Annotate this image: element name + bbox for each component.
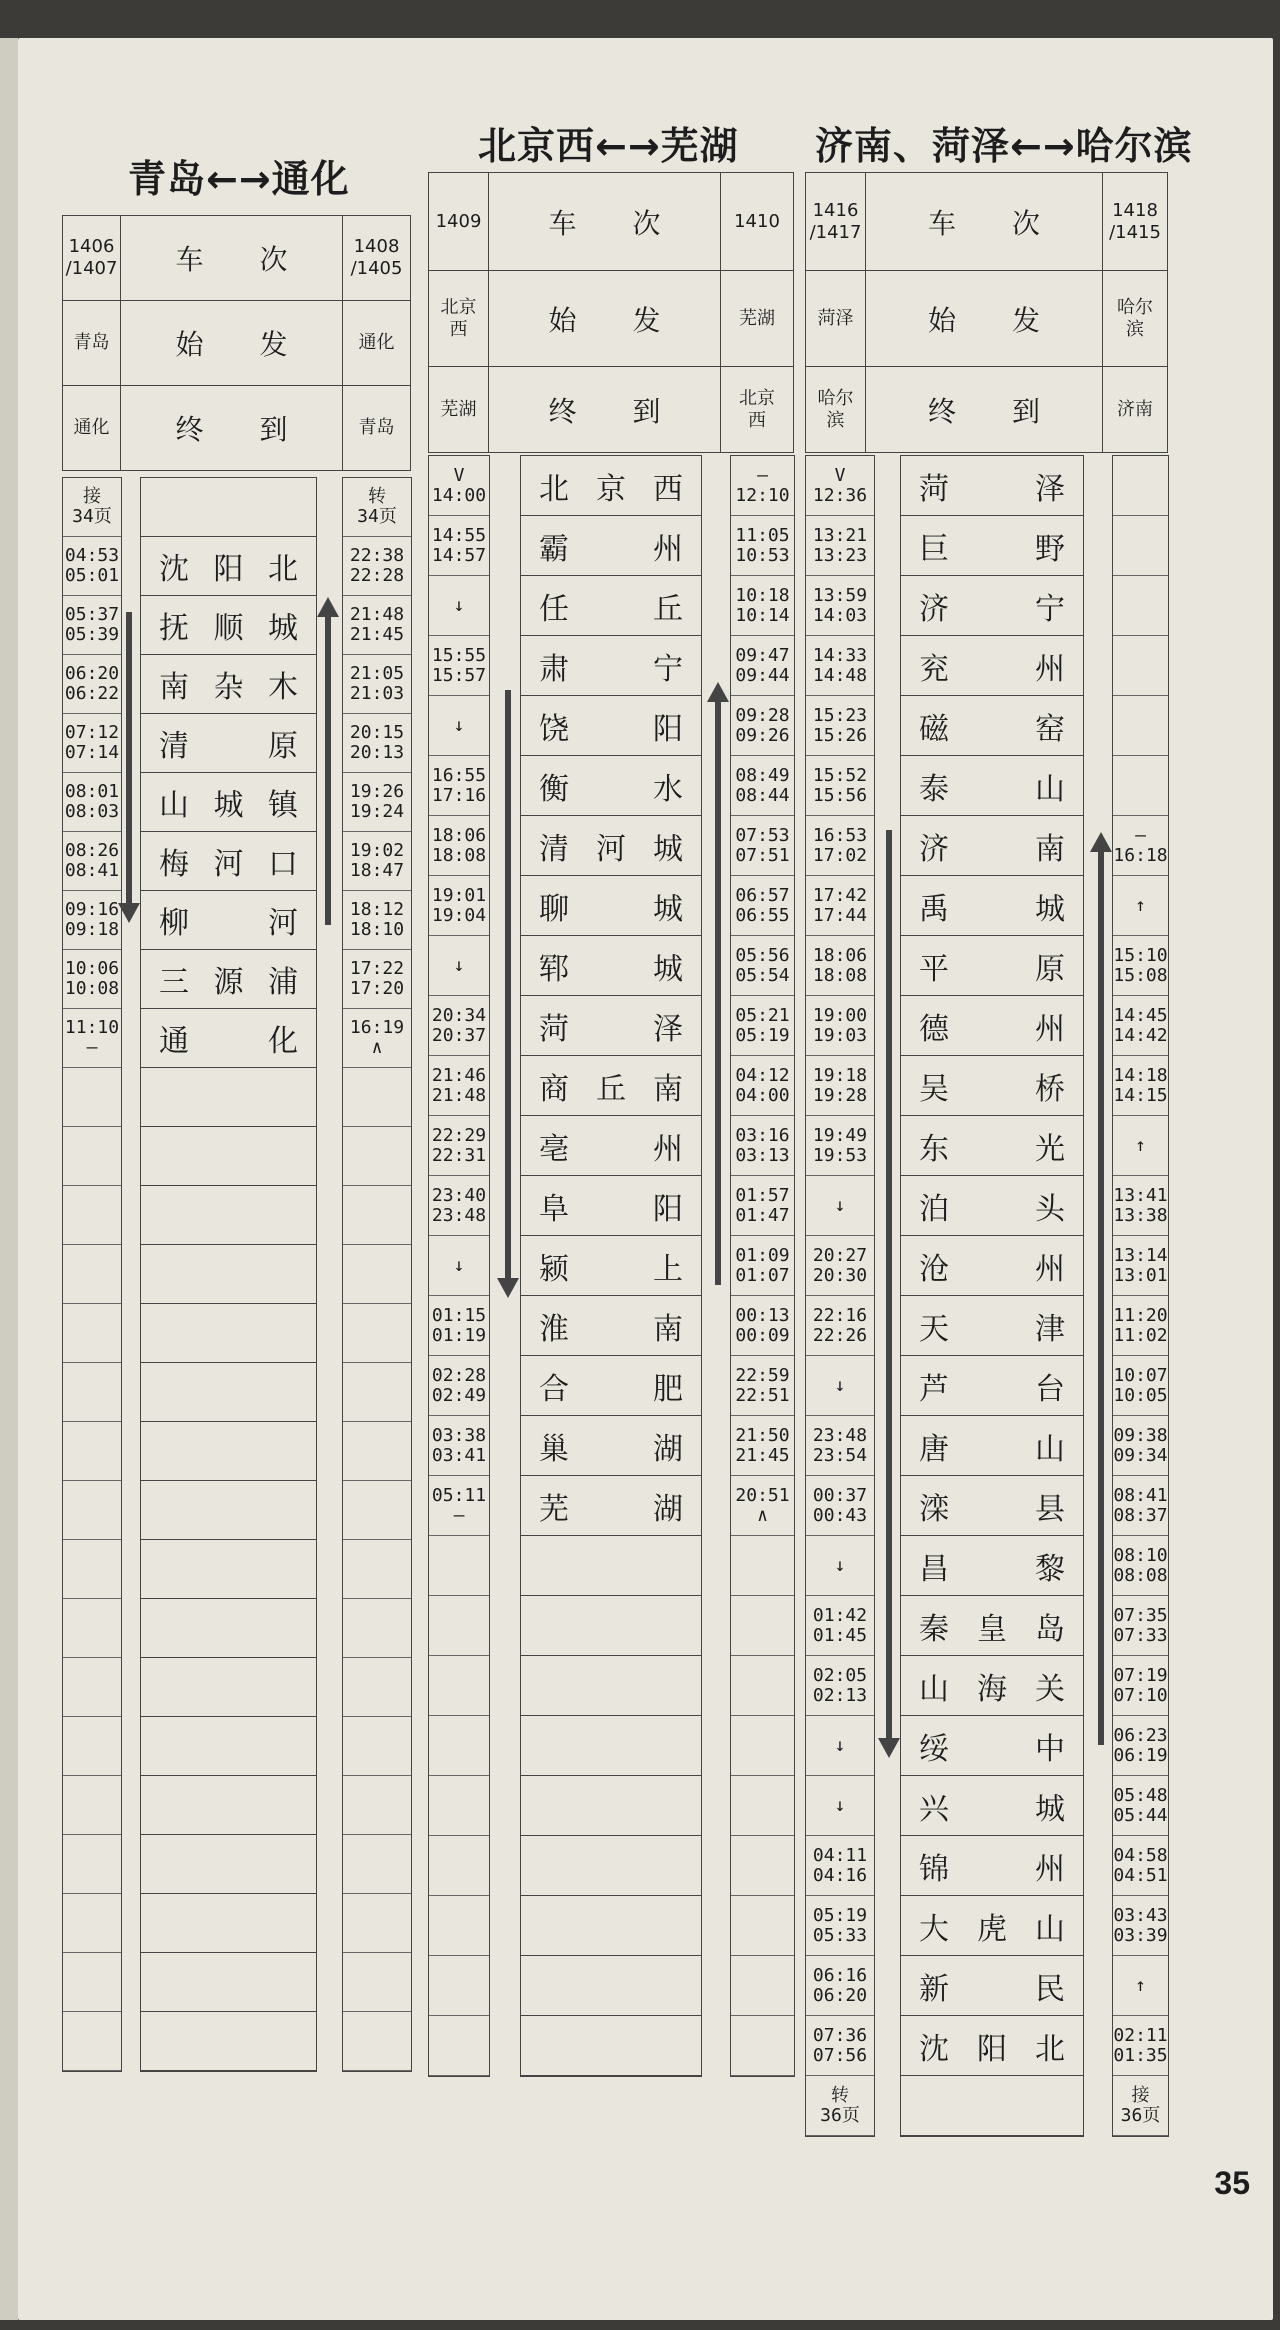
time-cell: 08:10 08:08: [1113, 1536, 1168, 1596]
time-cell: ↓: [429, 936, 489, 996]
station-cell: [141, 1953, 316, 2012]
section-3-header: [805, 172, 1168, 453]
station-name: 平 原: [901, 936, 1083, 996]
time-cell: 13:21 13:23: [806, 516, 874, 576]
station-name: 南 杂 木: [141, 655, 316, 714]
station-name: 山 海 关: [901, 1656, 1083, 1716]
time-cell: 05:21 05:19: [731, 996, 794, 1056]
time-cell: [63, 1658, 121, 1717]
time-cell: 08:41 08:37: [1113, 1476, 1168, 1536]
time-cell: [63, 1776, 121, 1835]
time-cell: 05:19 05:33: [806, 1896, 874, 1956]
station-cell: [141, 1186, 316, 1245]
page-number: 35: [1214, 2165, 1250, 2201]
train-label: 车 次: [121, 216, 343, 301]
left-times-column: [428, 455, 490, 2077]
time-cell: 13:59 14:03: [806, 576, 874, 636]
section-1-header: [62, 215, 411, 471]
time-cell: 06:20 06:22: [63, 655, 121, 714]
time-cell: V 14:00: [429, 456, 489, 516]
left-origin: 菏泽: [806, 271, 866, 367]
station-name: 商 丘 南: [521, 1056, 701, 1116]
time-cell: [1113, 696, 1168, 756]
time-cell: V 12:36: [806, 456, 874, 516]
station-name: 肃 宁: [521, 636, 701, 696]
train-label: 车 次: [866, 173, 1103, 271]
time-cell: 09:28 09:26: [731, 696, 794, 756]
right-train-number: 1418 /1415: [1103, 173, 1168, 271]
station-name: 清 河 城: [521, 816, 701, 876]
time-cell: [343, 1186, 411, 1245]
left-train-number: 1406 /1407: [63, 216, 121, 301]
station-name: 衡 水: [521, 756, 701, 816]
right-times-column: [1112, 455, 1169, 2137]
station-name: 阜 阳: [521, 1176, 701, 1236]
time-cell: [343, 1953, 411, 2012]
station-name: 沈 阳 北: [901, 2016, 1083, 2076]
station-cell: [141, 1363, 316, 1422]
time-cell: 20:34 20:37: [429, 996, 489, 1056]
time-cell: 16:19 ∧: [343, 1009, 411, 1068]
station-cell: [141, 1422, 316, 1481]
arrive-label: 终 到: [121, 386, 343, 471]
time-cell: 05:37 05:39: [63, 596, 121, 655]
station-cell: [141, 1481, 316, 1540]
time-cell: 07:35 07:33: [1113, 1596, 1168, 1656]
time-cell: [343, 1717, 411, 1776]
time-cell: 14:55 14:57: [429, 516, 489, 576]
time-cell: [731, 2016, 794, 2076]
time-cell: 09:47 09:44: [731, 636, 794, 696]
time-cell: ↑: [1113, 1956, 1168, 2016]
station-name: 芦 台: [901, 1356, 1083, 1416]
time-cell: 08:49 08:44: [731, 756, 794, 816]
time-cell: ↓: [806, 1716, 874, 1776]
time-cell: [63, 1304, 121, 1363]
time-cell: 05:56 05:54: [731, 936, 794, 996]
station-name: 德 州: [901, 996, 1083, 1056]
depart-label: 始 发: [489, 271, 721, 367]
time-cell: [63, 1540, 121, 1599]
station-cell: [141, 1245, 316, 1304]
time-cell: [731, 1896, 794, 1956]
time-cell: 07:36 07:56: [806, 2016, 874, 2076]
right-times-column: [730, 455, 795, 2077]
up-arrow-icon: [715, 700, 721, 1285]
time-cell: [343, 1068, 411, 1127]
station-cell: [141, 1894, 316, 1953]
station-name: 三 源 浦: [141, 950, 316, 1009]
time-cell: 20:15 20:13: [343, 714, 411, 773]
time-cell: 23:48 23:54: [806, 1416, 874, 1476]
time-cell: 18:06 18:08: [429, 816, 489, 876]
time-cell: [63, 1481, 121, 1540]
down-arrow-icon: [505, 690, 511, 1280]
time-cell: ↓: [806, 1176, 874, 1236]
time-cell: [63, 1186, 121, 1245]
station-name: 巨 野: [901, 516, 1083, 576]
station-cell: [521, 1896, 701, 1956]
time-cell: [343, 1658, 411, 1717]
time-cell: 16:53 17:02: [806, 816, 874, 876]
right-train-number: 1410: [721, 173, 794, 271]
time-cell: ↓: [806, 1776, 874, 1836]
station-name: 沈 阳 北: [141, 537, 316, 596]
time-cell: 18:06 18:08: [806, 936, 874, 996]
time-cell: ↓: [429, 576, 489, 636]
station-name: 颍 上: [521, 1236, 701, 1296]
station-name: 天 津: [901, 1296, 1083, 1356]
time-cell: [343, 1481, 411, 1540]
time-cell: 22:16 22:26: [806, 1296, 874, 1356]
time-cell: [429, 1656, 489, 1716]
time-cell: 10:07 10:05: [1113, 1356, 1168, 1416]
left-times-column: [805, 455, 875, 2137]
time-cell: 19:18 19:28: [806, 1056, 874, 1116]
time-cell: [343, 1127, 411, 1186]
station-cell: [521, 1716, 701, 1776]
station-name: 合 肥: [521, 1356, 701, 1416]
station-name: 郓 城: [521, 936, 701, 996]
time-cell: 11:10 –: [63, 1009, 121, 1068]
time-cell: – 12:10: [731, 456, 794, 516]
station-name: 新 民: [901, 1956, 1083, 2016]
time-cell: 13:14 13:01: [1113, 1236, 1168, 1296]
station-cell: [521, 1836, 701, 1896]
time-cell: 15:10 15:08: [1113, 936, 1168, 996]
time-cell: [731, 1716, 794, 1776]
right-origin: 通化: [343, 301, 411, 386]
time-cell: 00:13 00:09: [731, 1296, 794, 1356]
station-name: 唐 山: [901, 1416, 1083, 1476]
section-2-header: [428, 172, 794, 453]
time-cell: 00:37 00:43: [806, 1476, 874, 1536]
train-label: 车 次: [489, 173, 721, 271]
station-cell: [141, 1540, 316, 1599]
stations-column: [520, 455, 702, 2077]
time-cell: 接 36页: [1113, 2076, 1168, 2136]
right-origin: 哈尔 滨: [1103, 271, 1168, 367]
station-name: 北 京 西: [521, 456, 701, 516]
station-cell: [521, 1776, 701, 1836]
left-destination: 哈尔 滨: [806, 367, 866, 453]
right-origin: 芜湖: [721, 271, 794, 367]
time-cell: 09:16 09:18: [63, 891, 121, 950]
time-cell: [343, 1363, 411, 1422]
time-cell: 10:06 10:08: [63, 950, 121, 1009]
station-name: 霸 州: [521, 516, 701, 576]
time-cell: [429, 1776, 489, 1836]
time-cell: 06:57 06:55: [731, 876, 794, 936]
time-cell: 21:46 21:48: [429, 1056, 489, 1116]
time-cell: [429, 1716, 489, 1776]
time-cell: 接 34页: [63, 478, 121, 537]
time-cell: 05:48 05:44: [1113, 1776, 1168, 1836]
time-cell: [1113, 636, 1168, 696]
time-cell: [1113, 516, 1168, 576]
station-name: 亳 州: [521, 1116, 701, 1176]
time-cell: 08:01 08:03: [63, 773, 121, 832]
time-cell: [63, 1245, 121, 1304]
time-cell: [343, 1776, 411, 1835]
time-cell: ↑: [1113, 876, 1168, 936]
station-name: 抚 顺 城: [141, 596, 316, 655]
time-cell: [731, 1536, 794, 1596]
time-cell: 04:12 04:00: [731, 1056, 794, 1116]
time-cell: ↓: [429, 1236, 489, 1296]
time-cell: 19:49 19:53: [806, 1116, 874, 1176]
station-cell: [521, 2016, 701, 2076]
time-cell: 23:40 23:48: [429, 1176, 489, 1236]
time-cell: 19:00 19:03: [806, 996, 874, 1056]
up-arrow-icon: [325, 615, 331, 925]
station-name: 兖 州: [901, 636, 1083, 696]
time-cell: 17:22 17:20: [343, 950, 411, 1009]
time-cell: ↑: [1113, 1116, 1168, 1176]
time-cell: 09:38 09:34: [1113, 1416, 1168, 1476]
time-cell: 11:20 11:02: [1113, 1296, 1168, 1356]
station-name: 吴 桥: [901, 1056, 1083, 1116]
time-cell: 02:05 02:13: [806, 1656, 874, 1716]
time-cell: [343, 1894, 411, 1953]
time-cell: 04:53 05:01: [63, 537, 121, 596]
time-cell: 15:23 15:26: [806, 696, 874, 756]
station-cell: [141, 1599, 316, 1658]
time-cell: 22:29 22:31: [429, 1116, 489, 1176]
time-cell: 转 34页: [343, 478, 411, 537]
station-cell: [141, 478, 316, 537]
station-name: 聊 城: [521, 876, 701, 936]
time-cell: 04:58 04:51: [1113, 1836, 1168, 1896]
time-cell: 06:16 06:20: [806, 1956, 874, 2016]
time-cell: 01:15 01:19: [429, 1296, 489, 1356]
time-cell: 01:42 01:45: [806, 1596, 874, 1656]
station-cell: [521, 1956, 701, 2016]
station-name: 饶 阳: [521, 696, 701, 756]
time-cell: 20:51 ∧: [731, 1476, 794, 1536]
time-cell: 07:12 07:14: [63, 714, 121, 773]
station-name: 大 虎 山: [901, 1896, 1083, 1956]
arrive-label: 终 到: [866, 367, 1103, 453]
time-cell: 22:38 22:28: [343, 537, 411, 596]
station-name: 昌 黎: [901, 1536, 1083, 1596]
time-cell: [731, 1956, 794, 2016]
time-cell: [731, 1596, 794, 1656]
time-cell: 06:23 06:19: [1113, 1716, 1168, 1776]
time-cell: 02:11 01:35: [1113, 2016, 1168, 2076]
station-name: 任 丘: [521, 576, 701, 636]
time-cell: 19:02 18:47: [343, 832, 411, 891]
time-cell: [63, 1953, 121, 2012]
time-cell: 05:11 –: [429, 1476, 489, 1536]
left-times-column: [62, 477, 122, 2072]
time-cell: [429, 2016, 489, 2076]
time-cell: [429, 1896, 489, 1956]
time-cell: [63, 1894, 121, 1953]
time-cell: [63, 1717, 121, 1776]
station-cell: [141, 1127, 316, 1186]
time-cell: [343, 1835, 411, 1894]
time-cell: [63, 2012, 121, 2071]
station-name: 梅 河 口: [141, 832, 316, 891]
section-2-title: 北京西←→芜湖: [478, 124, 739, 168]
time-cell: [1113, 576, 1168, 636]
time-cell: 03:16 03:13: [731, 1116, 794, 1176]
stations-column: [900, 455, 1084, 2137]
station-name: 绥 中: [901, 1716, 1083, 1776]
time-cell: [429, 1536, 489, 1596]
time-cell: 17:42 17:44: [806, 876, 874, 936]
time-cell: ↓: [806, 1536, 874, 1596]
time-cell: 14:45 14:42: [1113, 996, 1168, 1056]
time-cell: [343, 1422, 411, 1481]
time-cell: ↓: [806, 1356, 874, 1416]
time-cell: 转 36页: [806, 2076, 874, 2136]
station-name: 清 原: [141, 714, 316, 773]
station-name: 禹 城: [901, 876, 1083, 936]
time-cell: 04:11 04:16: [806, 1836, 874, 1896]
time-cell: – 16:18: [1113, 816, 1168, 876]
time-cell: 15:55 15:57: [429, 636, 489, 696]
station-name: 柳 河: [141, 891, 316, 950]
stations-column: [140, 477, 317, 2072]
left-train-number: 1416 /1417: [806, 173, 866, 271]
section-1-title: 青岛←→通化: [128, 157, 350, 201]
time-cell: [343, 1540, 411, 1599]
time-cell: [731, 1656, 794, 1716]
station-name: 东 光: [901, 1116, 1083, 1176]
station-cell: [141, 1304, 316, 1363]
time-cell: 15:52 15:56: [806, 756, 874, 816]
depart-label: 始 发: [121, 301, 343, 386]
station-name: 山 城 镇: [141, 773, 316, 832]
right-times-column: [342, 477, 412, 2072]
station-name: 秦 皇 岛: [901, 1596, 1083, 1656]
station-name: 济 南: [901, 816, 1083, 876]
station-name: 泊 头: [901, 1176, 1083, 1236]
time-cell: [343, 1245, 411, 1304]
left-destination: 通化: [63, 386, 121, 471]
station-cell: [521, 1536, 701, 1596]
time-cell: 03:38 03:41: [429, 1416, 489, 1476]
time-cell: ↓: [429, 696, 489, 756]
time-cell: 21:48 21:45: [343, 596, 411, 655]
time-cell: [63, 1068, 121, 1127]
time-cell: [63, 1422, 121, 1481]
down-arrow-icon: [886, 830, 892, 1740]
arrive-label: 终 到: [489, 367, 721, 453]
time-cell: 14:33 14:48: [806, 636, 874, 696]
station-name: 兴 城: [901, 1776, 1083, 1836]
time-cell: 21:50 21:45: [731, 1416, 794, 1476]
station-cell: [141, 1658, 316, 1717]
right-destination: 济南: [1103, 367, 1168, 453]
time-cell: [731, 1836, 794, 1896]
right-destination: 北京 西: [721, 367, 794, 453]
time-cell: 11:05 10:53: [731, 516, 794, 576]
station-cell: [141, 1717, 316, 1776]
station-name: 磁 窑: [901, 696, 1083, 756]
time-cell: 19:26 19:24: [343, 773, 411, 832]
station-cell: [141, 1776, 316, 1835]
left-origin: 青岛: [63, 301, 121, 386]
left-origin: 北京 西: [429, 271, 489, 367]
time-cell: [63, 1599, 121, 1658]
time-cell: 20:27 20:30: [806, 1236, 874, 1296]
station-cell: [141, 2012, 316, 2071]
station-cell: [141, 1068, 316, 1127]
time-cell: [343, 1304, 411, 1363]
station-cell: [521, 1596, 701, 1656]
time-cell: 21:05 21:03: [343, 655, 411, 714]
station-name: 滦 县: [901, 1476, 1083, 1536]
right-destination: 青岛: [343, 386, 411, 471]
time-cell: 18:12 18:10: [343, 891, 411, 950]
section-3-title: 济南、菏泽←→哈尔滨: [815, 124, 1193, 168]
station-name: 济 宁: [901, 576, 1083, 636]
station-name: 通 化: [141, 1009, 316, 1068]
time-cell: [429, 1596, 489, 1656]
up-arrow-icon: [1098, 850, 1104, 1745]
book-spine: [0, 38, 18, 2320]
station-name: 菏 泽: [521, 996, 701, 1056]
time-cell: [343, 1599, 411, 1658]
station-name: 淮 南: [521, 1296, 701, 1356]
time-cell: 01:09 01:07: [731, 1236, 794, 1296]
down-arrow-icon: [126, 612, 132, 905]
right-train-number: 1408 /1405: [343, 216, 411, 301]
left-train-number: 1409: [429, 173, 489, 271]
time-cell: [343, 2012, 411, 2071]
left-destination: 芜湖: [429, 367, 489, 453]
time-cell: 10:18 10:14: [731, 576, 794, 636]
station-name: 巢 湖: [521, 1416, 701, 1476]
time-cell: [1113, 456, 1168, 516]
station-name: 芜 湖: [521, 1476, 701, 1536]
time-cell: [1113, 756, 1168, 816]
time-cell: 19:01 19:04: [429, 876, 489, 936]
time-cell: 16:55 17:16: [429, 756, 489, 816]
time-cell: 08:26 08:41: [63, 832, 121, 891]
time-cell: 07:53 07:51: [731, 816, 794, 876]
time-cell: [63, 1127, 121, 1186]
time-cell: [731, 1776, 794, 1836]
time-cell: 01:57 01:47: [731, 1176, 794, 1236]
station-cell: [141, 1835, 316, 1894]
time-cell: [429, 1836, 489, 1896]
station-name: 菏 泽: [901, 456, 1083, 516]
time-cell: 13:41 13:38: [1113, 1176, 1168, 1236]
station-name: 沧 州: [901, 1236, 1083, 1296]
time-cell: [63, 1363, 121, 1422]
time-cell: 07:19 07:10: [1113, 1656, 1168, 1716]
time-cell: [429, 1956, 489, 2016]
station-name: 泰 山: [901, 756, 1083, 816]
station-cell: [901, 2076, 1083, 2136]
station-cell: [521, 1656, 701, 1716]
time-cell: 14:18 14:15: [1113, 1056, 1168, 1116]
time-cell: 22:59 22:51: [731, 1356, 794, 1416]
depart-label: 始 发: [866, 271, 1103, 367]
station-name: 锦 州: [901, 1836, 1083, 1896]
time-cell: [63, 1835, 121, 1894]
time-cell: 03:43 03:39: [1113, 1896, 1168, 1956]
time-cell: 02:28 02:49: [429, 1356, 489, 1416]
